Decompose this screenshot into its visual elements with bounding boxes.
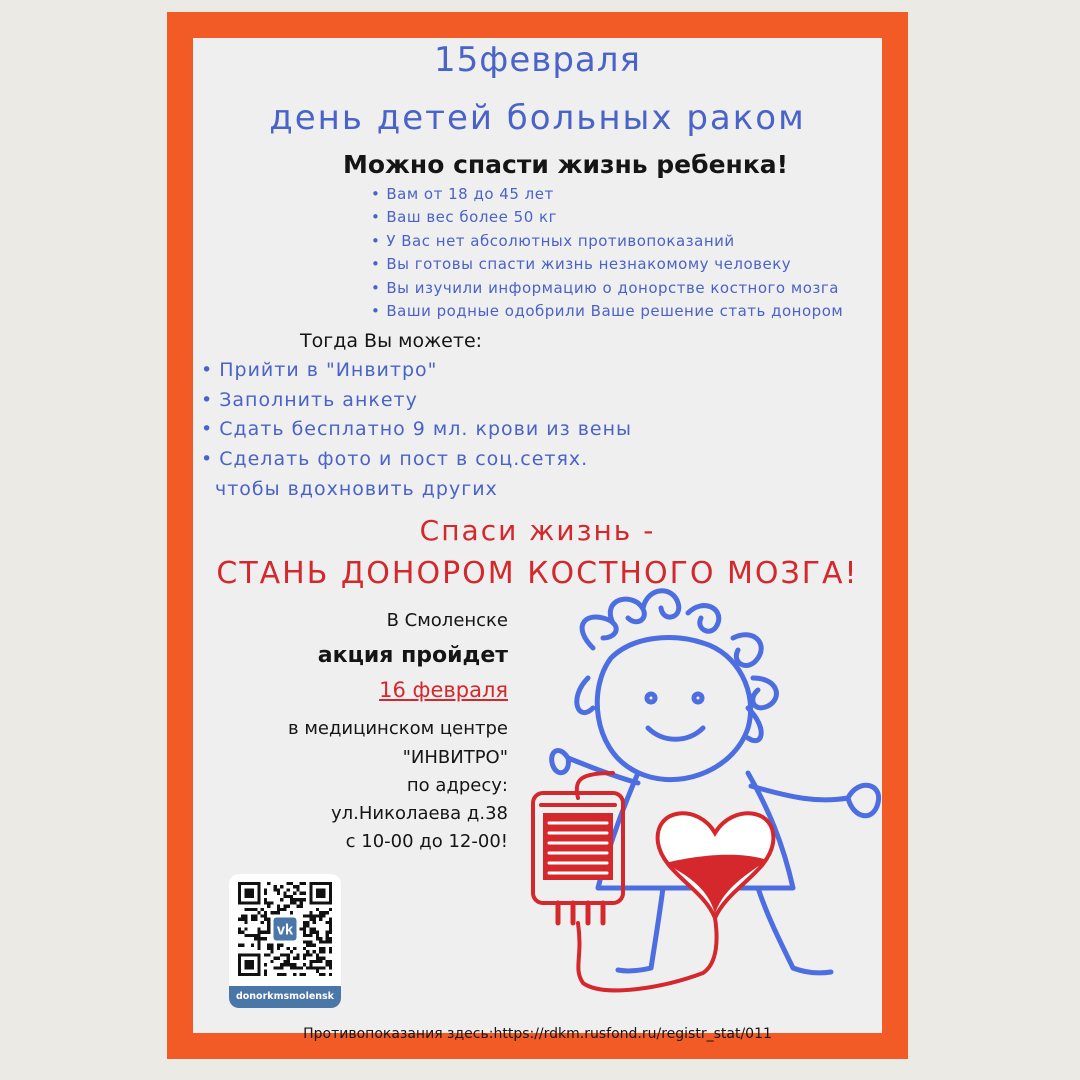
heart-icon	[658, 813, 774, 918]
requirement-item: • Вы готовы спасти жизнь незнакомому человеку	[371, 253, 843, 276]
event-action: акция пройдет	[317, 643, 508, 668]
head-outline	[597, 638, 750, 780]
left-hand	[552, 750, 569, 772]
requirement-item: • У Вас нет абсолютных противопоказаний	[371, 230, 843, 253]
vk-logo-icon	[272, 916, 298, 942]
right-hand	[848, 785, 879, 815]
right-arm	[751, 786, 848, 800]
event-address: ул.Николаева д.38	[330, 803, 508, 824]
event-center: в медицинском центре	[287, 718, 508, 739]
subtitle: Можно спасти жизнь ребенка!	[343, 150, 789, 179]
step-item: • Сделать фото и пост в соц.сетях.	[201, 445, 632, 475]
then-label: Тогда Вы можете:	[300, 330, 483, 352]
requirement-item: • Вам от 18 до 45 лет	[371, 183, 843, 206]
qr-label: donorkmsmolensk	[229, 986, 341, 1008]
svg-text:vk: vk	[276, 922, 294, 939]
event-address-label: по адресу:	[406, 775, 508, 796]
left-leg	[618, 888, 663, 971]
step-item: • Сдать бесплатно 9 мл. крови из вены	[201, 415, 632, 445]
qr-code	[238, 882, 332, 976]
requirement-item: • Ваши родные одобрили Ваше решение стать донором	[371, 300, 843, 323]
requirement-item: • Вы изучили информацию о донорстве костного мозга	[371, 277, 843, 300]
left-eye	[647, 694, 655, 702]
main-title: день детей больных раком	[269, 98, 806, 138]
event-hours: с 10-00 до 12-00!	[345, 831, 508, 852]
steps-list	[201, 356, 632, 504]
step-continuation: чтобы вдохновить других	[215, 477, 498, 500]
date-title: 15февраля	[434, 40, 641, 80]
requirement-item: • Ваш вес более 50 кг	[371, 206, 843, 229]
poster-content	[193, 38, 882, 1042]
smile	[648, 728, 703, 739]
event-city: В Смоленске	[386, 610, 508, 631]
event-center-name: "ИНВИТРО"	[402, 747, 508, 768]
footer-contraindications-link[interactable]: Противопоказания здесь:https://rdkm.rusfond.ru/registr_stat/011	[303, 1026, 772, 1042]
right-eye	[694, 694, 702, 702]
requirements-list	[371, 183, 843, 323]
qr-code-card[interactable]	[229, 874, 341, 1008]
right-leg	[758, 888, 831, 973]
slogan-line2: СТАНЬ ДОНОРОМ КОСТНОГО МОЗГА!	[216, 556, 859, 591]
poster-frame	[167, 12, 908, 1059]
event-date: 16 февраля	[379, 678, 508, 702]
step-item: • Прийти в "Инвитро"	[201, 356, 632, 386]
step-item: • Заполнить анкету	[201, 386, 632, 416]
slogan-line1: Спаси жизнь -	[419, 514, 656, 547]
